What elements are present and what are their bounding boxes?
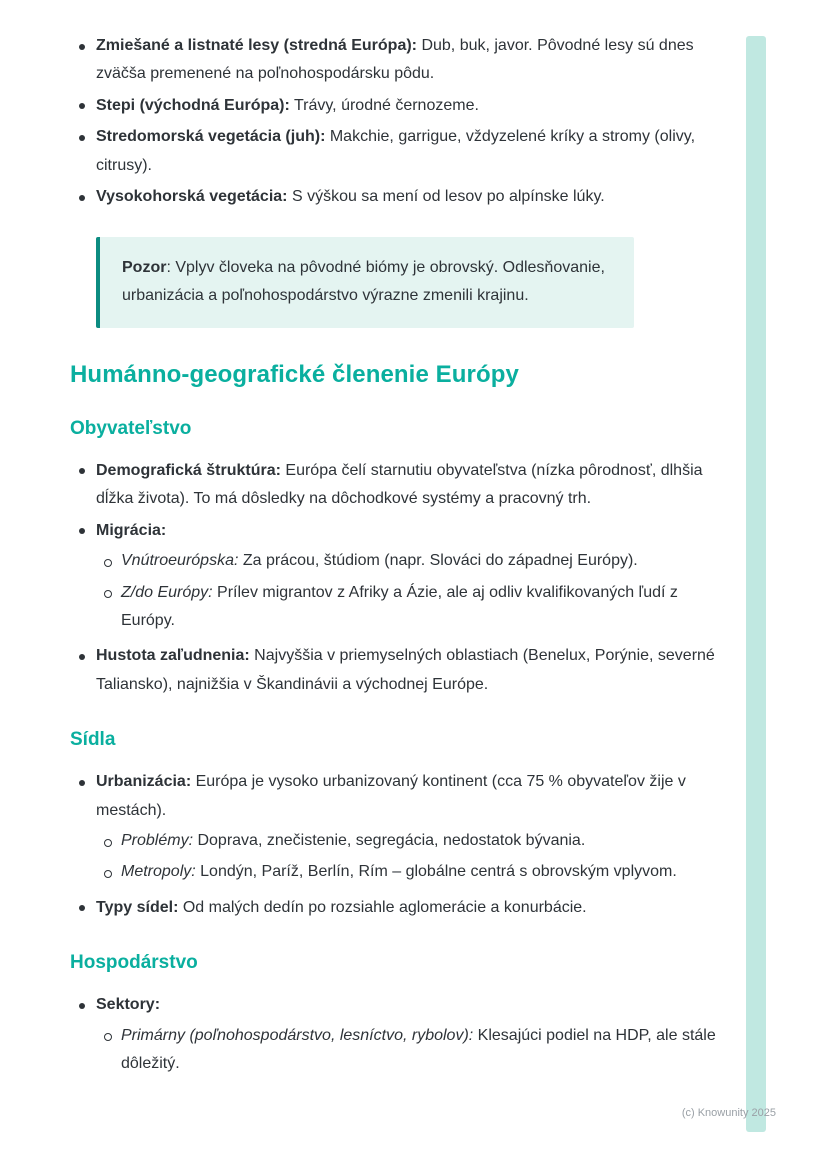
item-text: Európa je vysoko urbanizovaný kontinent (cca 75 % obyvateľov žije v mestách). [96, 773, 686, 819]
copyright-notice: (c) Knowunity 2025 [681, 1107, 776, 1119]
item-lead: Stepi (východná Európa): [96, 96, 290, 114]
sub-item-text: Klesajúci podiel na HDP, ale stále dôležitý. [121, 1026, 716, 1073]
urbanization-sublist [96, 827, 734, 887]
list-item [70, 642, 734, 699]
item-lead: Hustota zaľudnenia: [96, 647, 250, 665]
list-item [70, 991, 734, 1078]
section-heading-population: Obyvateľstvo [70, 417, 192, 439]
list-item [70, 768, 734, 887]
callout-lead: Pozor [122, 258, 167, 276]
sub-item-lead: Vnútroeurópska: [121, 552, 239, 570]
item-lead: Migrácia: [96, 521, 167, 539]
sub-item-text: Londýn, Paríž, Berlín, Rím – globálne centrá s obrovským vplyvom. [195, 863, 677, 881]
section-heading-economy: Hospodárstvo [70, 952, 198, 974]
sub-item-text: Za prácou, štúdiom (napr. Slováci do západnej Európy). [238, 552, 638, 570]
section-heading-settlements: Sídla [70, 729, 116, 751]
item-lead: Stredomorská vegetácia (juh): [96, 128, 326, 146]
sub-item-text: Doprava, znečistenie, segregácia, nedostatok bývania. [193, 832, 586, 849]
item-text: Najvyššia v priemyselných oblastiach (Benelux, Porýnie, severné Taliansko), najnižšia v Škandinávii a východnej Európe. [96, 647, 715, 693]
item-text: Makchie, garrigue, vždyzelené kríky a stromy (olivy, citrusy). [96, 128, 696, 174]
sub-list-item [96, 547, 734, 575]
sub-item-lead: Z/do Európy: [121, 583, 213, 601]
item-text: Od malých dedín po rozsiahle aglomerácie a konurbácie. [178, 898, 587, 916]
list-item [70, 92, 734, 120]
page-edge-accent-bar [746, 36, 766, 1132]
sub-list-item [96, 858, 734, 886]
sub-list-item [96, 579, 734, 636]
sub-item-lead: Problémy: [121, 832, 194, 849]
sub-list-item [96, 1022, 734, 1079]
item-lead: Typy sídel: [96, 898, 179, 916]
item-lead: Zmiešané a listnaté lesy (stredná Európa): [96, 37, 417, 54]
item-lead: Urbanizácia: [96, 773, 192, 791]
migration-sublist [96, 547, 734, 635]
economy-list [70, 991, 734, 1078]
item-text: Dub, buk, javor. Pôvodné lesy sú dnes zväčša premenené na poľnohospodársku pôdu. [96, 37, 694, 83]
list-item [70, 32, 734, 89]
list-item [70, 894, 734, 922]
list-item [70, 183, 734, 211]
callout-text [122, 254, 614, 311]
settlements-list [70, 768, 734, 922]
item-lead: Vysokohorská vegetácia: [96, 188, 288, 206]
list-item [70, 123, 734, 180]
sub-list-item [96, 827, 734, 855]
vegetation-list [70, 32, 734, 212]
item-lead: Demografická štruktúra: [96, 461, 281, 479]
population-list [70, 457, 734, 700]
sub-item-lead: Primárny (poľnohospodárstvo, lesníctvo, rybolov): [121, 1026, 474, 1044]
warning-callout [96, 237, 634, 328]
item-text: Trávy, úrodné černozeme. [289, 96, 479, 114]
sub-item-lead: Metropoly: [121, 863, 196, 881]
item-text: S výškou sa mení od lesov po alpínske lúky. [287, 188, 605, 206]
item-lead: Sektory: [96, 996, 161, 1014]
list-item [70, 457, 734, 514]
list-item [70, 517, 734, 636]
sub-item-text: Prílev migrantov z Afriky a Ázie, ale aj odliv kvalifikovaných ľudí z Európy. [121, 583, 678, 629]
sectors-sublist [96, 1022, 734, 1079]
item-text: Európa čelí starnutiu obyvateľstva (nízka pôrodnosť, dlhšia dĺžka života). To má dôsledky na dôchodkové systémy a pracovný trh. [96, 461, 703, 508]
page-title: Humánno-geografické členenie Európy [70, 360, 519, 388]
callout-body: : Vplyv človeka na pôvodné biómy je obrovský. Odlesňovanie, urbanizácia a poľnohospodárstvo výrazne zmenili krajinu. [122, 258, 605, 305]
notes-content [70, 28, 734, 1086]
